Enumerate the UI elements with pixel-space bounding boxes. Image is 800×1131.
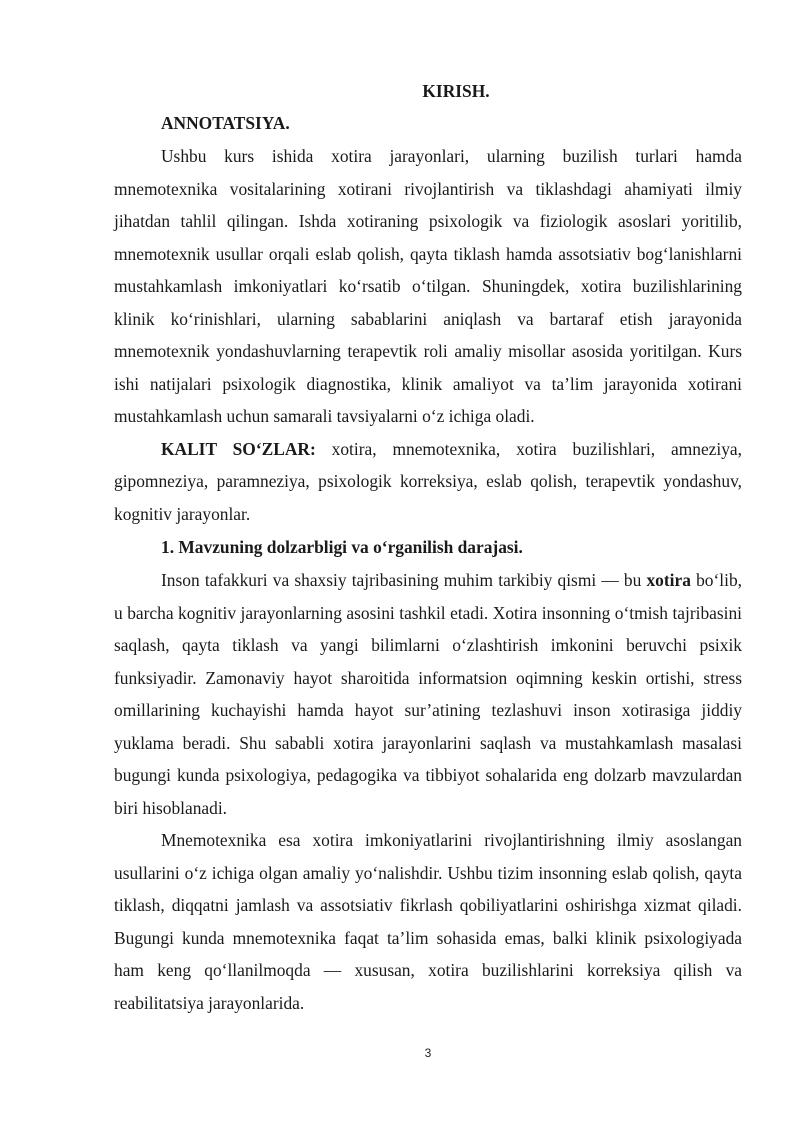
keywords-paragraph (114, 433, 742, 531)
document-page (114, 76, 742, 1019)
page-title: KIRISH. (422, 81, 490, 101)
section-1-paragraph-1-rest: bo‘lib, u barcha kognitiv jarayonlarning asosini tashkil etadi. Xotira insonning o‘tmish tajribasini saqlash, qayta tiklash va yangi bilimlarni o‘zlashtirish imkonini beruvchi psixik funksiyadir. Zamonaviy hayot sharoitida informatsion oqimning keskin ortishi, stress omillarining kuchayishi hamda hayot sur’atining tezlashuvi inson xotirasiga jiddiy yuklama beradi. Shu sababli xotira jarayonlarini saqlash va mustahkamlash masalasi bugungi kunda psixologiya, pedagogika va tibbiyot sohalarida eng dolzarb mavzulardan biri hisoblanadi. (114, 570, 742, 818)
keywords-label: KALIT SO‘ZLAR: (161, 438, 316, 459)
annotation-heading: ANNOTATSIYA. (161, 113, 290, 133)
section-1-paragraph-1-bold-term: xotira (646, 570, 691, 590)
section-1-paragraph-2: Mnemotexnika esa xotira imkoniyatlarini rivojlantirishning ilmiy asoslangan usullarini o‘z ichiga olgan amaliy yo‘nalishdir. Ushbu tizim insonning eslab qolish, qayta tiklash, diqqatni jamlash va assotsiativ fikrlash qobiliyatlarini oshirishga xizmat qiladi. Bugungi kunda mnemotexnika faqat ta’lim sohasida emas, balki klinik psixologiyada ham keng qo‘llanilmoqda — xususan, xotira buzilishlarini korreksiya qilish va reabilitatsiya jarayonlarida. (114, 830, 742, 1013)
page-number: 3 (424, 1046, 432, 1060)
section-1-heading: 1. Mavzuning dolzarbligi va o‘rganilish darajasi. (161, 537, 523, 557)
section-1-paragraph-1-start: Inson tafakkuri va shaxsiy tajribasining muhim tarkibiy qismi — bu (161, 570, 647, 590)
annotation-paragraph: Ushbu kurs ishida xotira jarayonlari, ularning buzilish turlari hamda mnemotexnika vositalarining xotirani rivojlantirish va tiklashdagi ahamiyati ilmiy jihatdan tahlil qilingan. Ishda xotiraning psixologik va fiziologik asoslari yoritilib, mnemotexnik usullar orqali eslab qolish, qayta tiklash hamda assotsiativ bog‘lanishlarni mustahkamlash imkoniyatlari ko‘rsatib o‘tilgan. Shuningdek, xotira buzilishlarining klinik ko‘rinishlari, ularning sabablarini aniqlash va bartaraf etish jarayonida mnemotexnik yondashuvlarning terapevtik roli amaliy misollar asosida yoritilgan. Kurs ishi natijalari psixologik diagnostika, klinik amaliyot va ta’lim jarayonida xotirani mustahkamlash uchun samarali tavsiyalarni o‘z ichiga oladi. (114, 146, 742, 426)
section-1-paragraph-1 (114, 564, 742, 824)
keywords-text: xotira, mnemotexnika, xotira buzilishlari, amneziya, gipomneziya, paramneziya, psixologik korreksiya, eslab qolish, terapevtik yondashuv, kognitiv jarayonlar. (114, 438, 742, 524)
